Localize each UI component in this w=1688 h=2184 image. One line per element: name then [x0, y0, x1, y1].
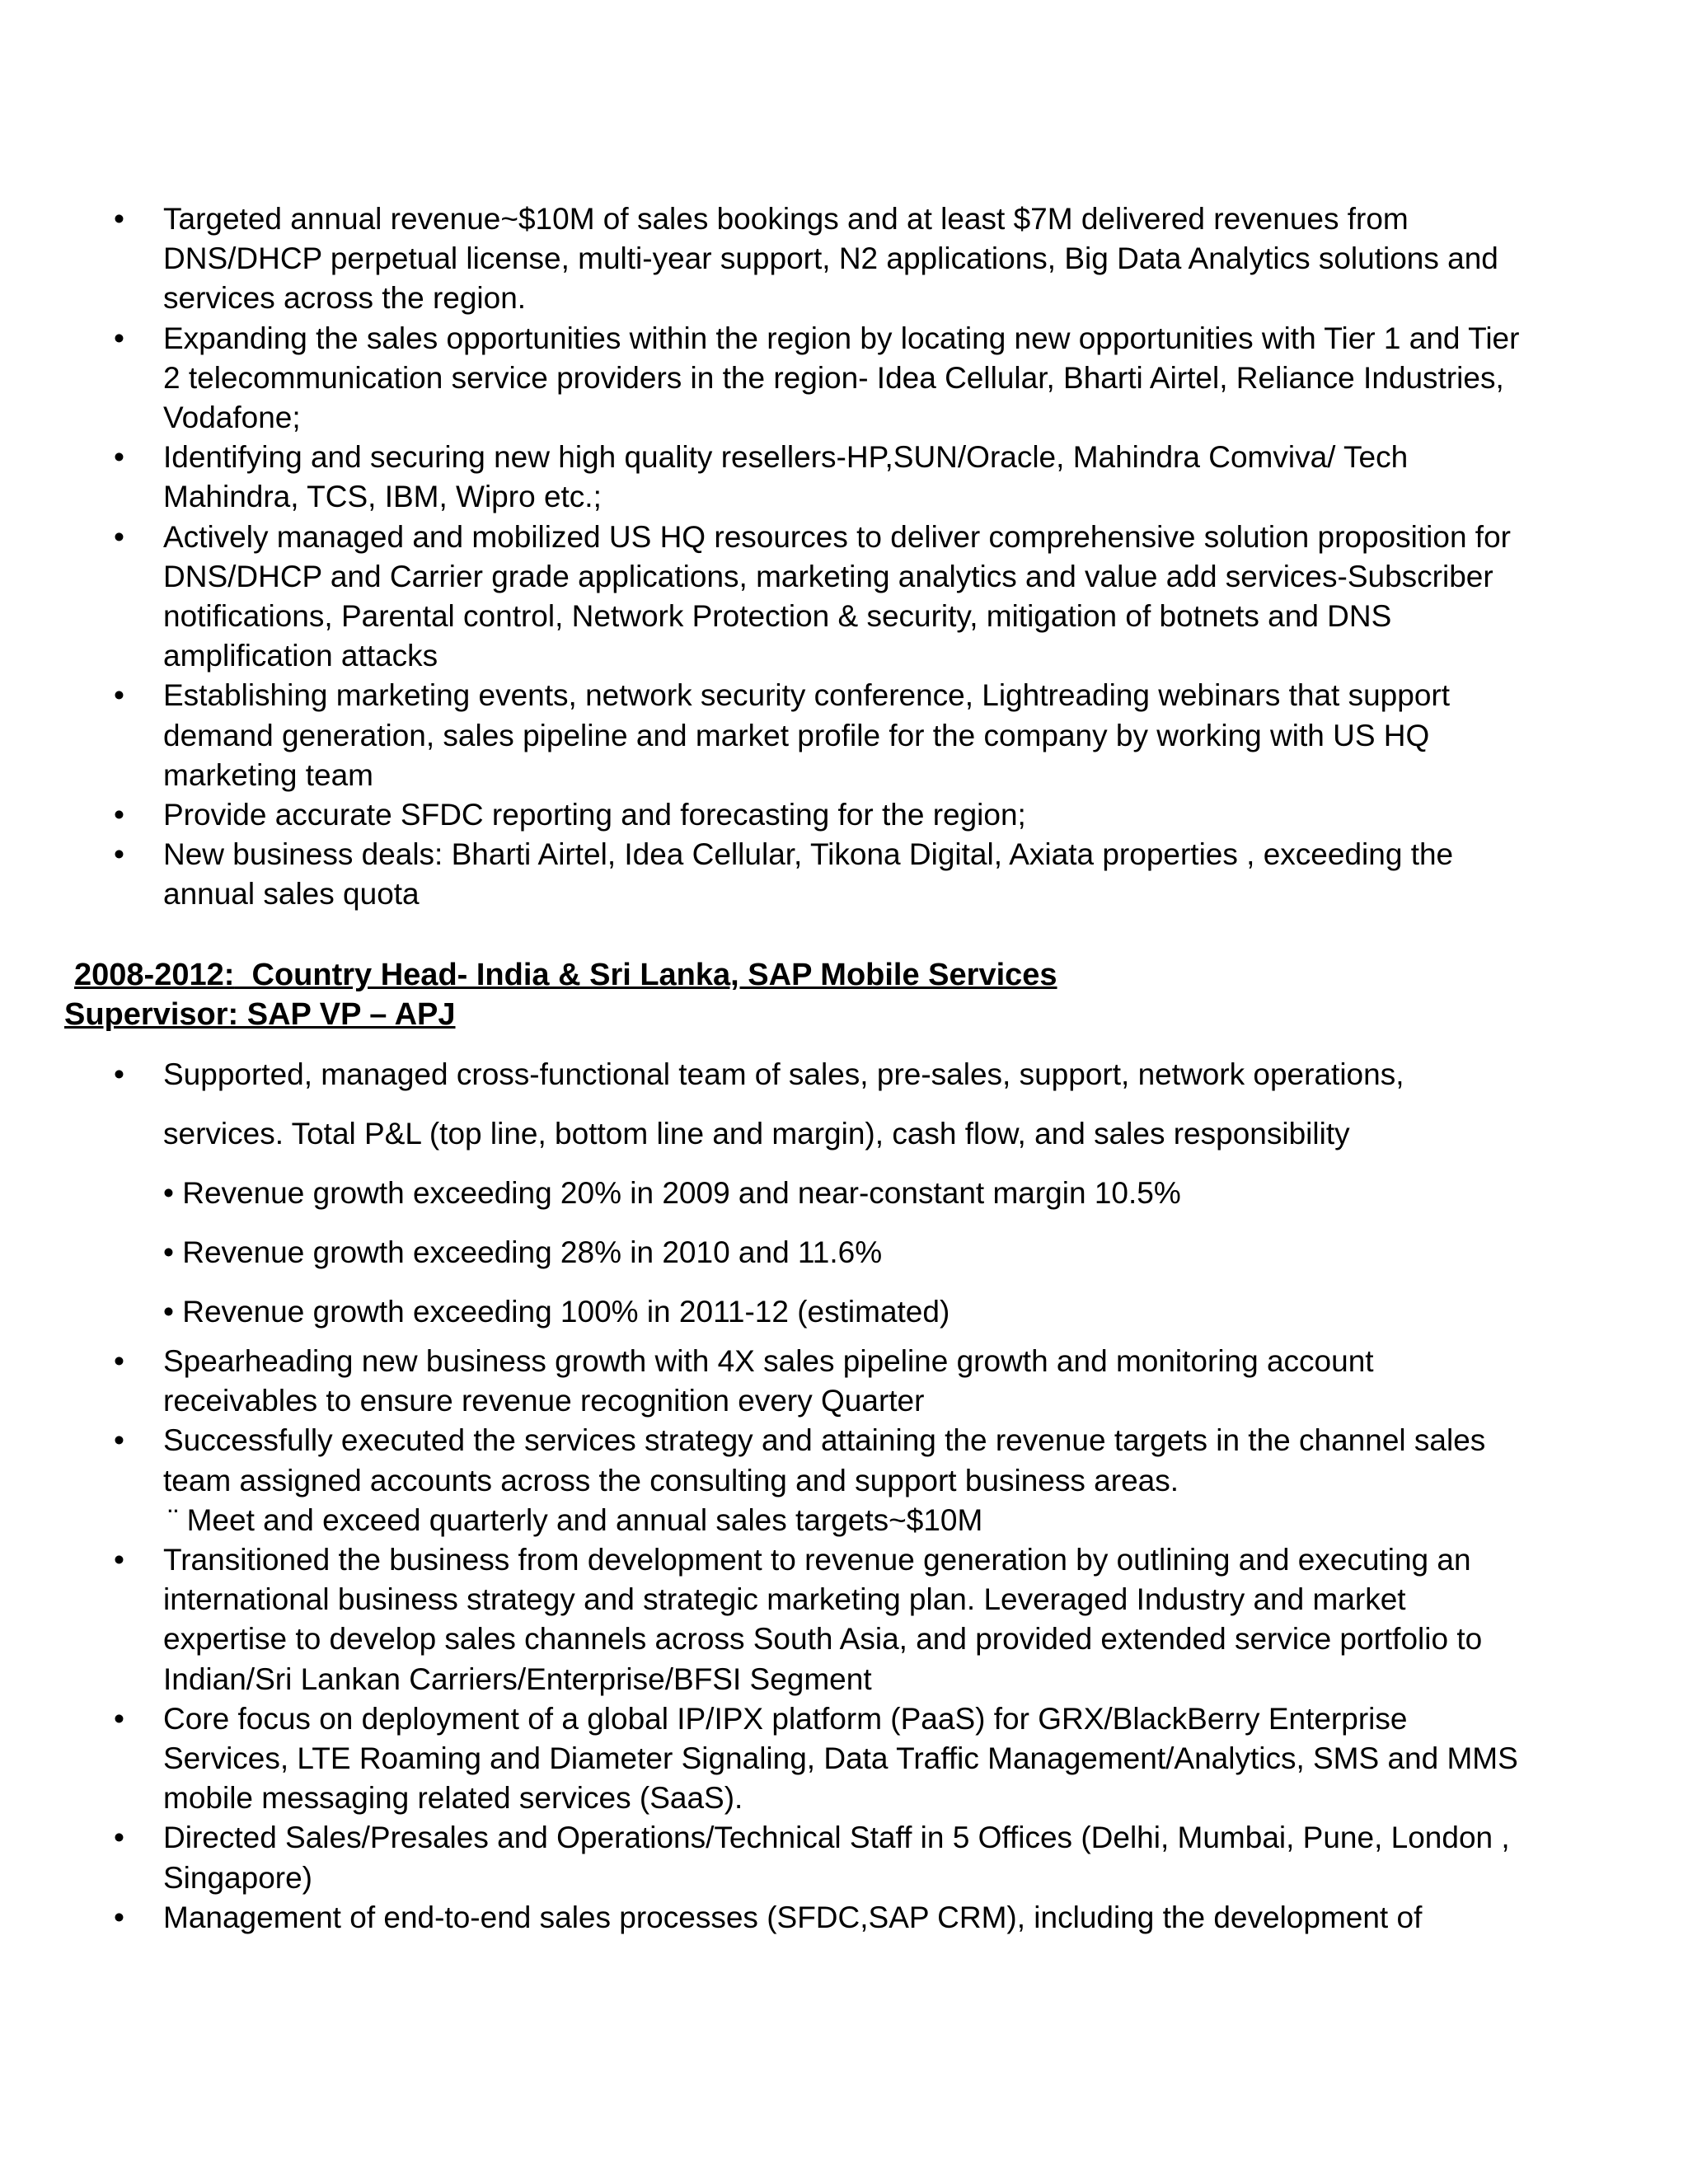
achievements-list — [0, 1342, 1688, 1938]
list-item: • New business deals: Bharti Airtel, Idea Cellular, Tikona Digital, Axiata properties , exceeding the annual sales quota — [0, 835, 1688, 914]
pnl-list — [0, 1045, 1688, 1342]
job-period: 2008-2012: — [74, 958, 235, 992]
list-item: • Transitioned the business from development to revenue generation by outlining and executing an international business strategy and strategic marketing plan. Leveraged Industry and market expertise to develop sales channels across South Asia, and provided extended service portfolio to Indian/Sri Lankan Carriers/Enterprise/BFSI Segment — [0, 1540, 1688, 1699]
revenue-growth-2010: • Revenue growth exceeding 28% in 2010 and 11.6% — [163, 1235, 883, 1269]
bullet-icon: • — [114, 1344, 124, 1378]
bullet-icon: • — [114, 519, 124, 554]
list-item: • Expanding the sales opportunities within the region by locating new opportunities with Tier 1 and Tier 2 telecommunication service providers in the region- Idea Cellular, Bharti Airtel, Reliance Industries, Vodafone; — [0, 319, 1688, 438]
list-item: • Targeted annual revenue~$10M of sales bookings and at least $7M delivered revenues from DNS/DHCP perpetual license, multi-year support, N2 applications, Big Data Analytics solutions and services across the region. — [0, 199, 1688, 319]
bullet-icon: • — [114, 202, 124, 236]
bullet-icon: • — [114, 1057, 124, 1091]
list-item: • Successfully executed the services strategy and attaining the revenue targets in the channel sales team assigned accounts across the consulting and support business areas. ¨ Meet and exceed quarterly and annual sales targets~$10M — [0, 1421, 1688, 1540]
bullet-icon: • — [114, 1701, 124, 1736]
bullet-icon: • — [114, 678, 124, 713]
bullet-icon: • — [114, 1821, 124, 1855]
revenue-growth-2011: • Revenue growth exceeding 100% in 2011-12 (estimated) — [163, 1295, 950, 1329]
bullet-icon: • — [114, 798, 124, 832]
job-heading — [74, 958, 1057, 993]
bullet-icon: • — [114, 440, 124, 475]
bullet-icon: • — [114, 1543, 124, 1577]
responsibilities-list — [0, 199, 1688, 915]
list-item: • Actively managed and mobilized US HQ resources to deliver comprehensive solution proposition for DNS/DHCP and Carrier grade applications, marketing analytics and value add services-Subscriber notifications, Parental control, Network Protection & security, mitigation of botnets and DNS amplification attacks — [0, 518, 1688, 677]
job-title: Country Head- India & Sri Lanka, SAP Mobile Services — [251, 958, 1057, 992]
list-item: • Establishing marketing events, network security conference, Lightreading webinars that support demand generation, sales pipeline and market profile for the company by working with US HQ marketing team — [0, 676, 1688, 795]
bullet-icon: • — [114, 1900, 124, 1934]
list-item: • Provide accurate SFDC reporting and forecasting for the region; — [0, 795, 1688, 835]
revenue-growth-2009: • Revenue growth exceeding 20% in 2009 and near-constant margin 10.5% — [163, 1176, 1181, 1210]
list-item: • Management of end-to-end sales processes (SFDC,SAP CRM), including the development of — [0, 1898, 1688, 1938]
bullet-icon: • — [114, 1423, 124, 1458]
bullet-icon: • — [114, 837, 124, 872]
bullet-icon: • — [114, 321, 124, 355]
list-item: • Supported, managed cross-functional team of sales, pre-sales, support, network operations, services. Total P&L (top line, bottom line and margin), cash flow, and sales responsibility • Revenue growth exceeding 20% in 2009 and near-constant margin 10.5% • Revenue growth exceeding 28% in 2010 and 11.6% • Revenue growth exceeding 100% in 2011-12 (estimated) — [0, 1045, 1688, 1342]
supervisor-line: Supervisor: SAP VP – APJ — [64, 997, 456, 1032]
list-item: • Directed Sales/Presales and Operations/Technical Staff in 5 Offices (Delhi, Mumbai, Pune, London , Singapore) — [0, 1818, 1688, 1897]
list-item: • Core focus on deployment of a global IP/IPX platform (PaaS) for GRX/BlackBerry Enterprise Services, LTE Roaming and Diameter Signaling, Data Traffic Management/Analytics, SMS and MMS mobile messaging related services (SaaS). — [0, 1699, 1688, 1819]
sales-target-line: ¨ Meet and exceed quarterly and annual sales targets~$10M — [168, 1502, 983, 1537]
list-item: • Identifying and securing new high quality resellers-HP,SUN/Oracle, Mahindra Comviva/ Tech Mahindra, TCS, IBM, Wipro etc.; — [0, 438, 1688, 517]
list-item: • Spearheading new business growth with 4X sales pipeline growth and monitoring account receivables to ensure revenue recognition every Quarter — [0, 1342, 1688, 1421]
